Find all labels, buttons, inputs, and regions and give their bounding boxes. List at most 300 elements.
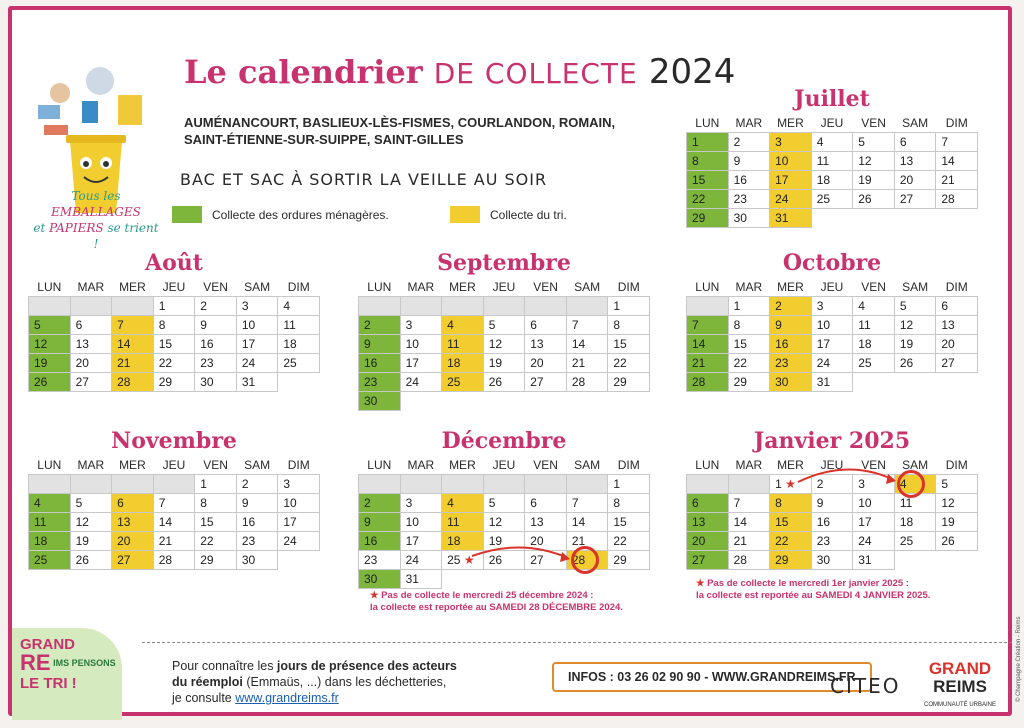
blank-cell <box>936 209 978 228</box>
week-row <box>29 475 320 494</box>
dec-28-highlight-circle <box>571 546 599 574</box>
calendar-page <box>8 6 1022 716</box>
blank-cell <box>894 551 936 570</box>
day-cell: 27 <box>525 551 567 570</box>
day-cell: 14 <box>153 513 195 532</box>
recycling-day: 4 <box>894 475 936 494</box>
weekday-header: SAM <box>902 458 929 472</box>
empty-day-cell <box>400 475 442 494</box>
weekday-header: DIM <box>617 280 640 294</box>
legend-yellow: Collecte du tri. <box>450 206 567 223</box>
credit-text: © Champagne Création - Reims <box>1016 616 1022 702</box>
day-cell: 17 <box>278 513 320 532</box>
day-cell: 7 <box>728 494 770 513</box>
month-grid <box>358 456 650 589</box>
blank-cell <box>525 570 567 589</box>
legend-green: Collecte des ordures ménagères. <box>172 206 389 223</box>
day-cell: 28 <box>728 551 770 570</box>
day-cell: 10 <box>278 494 320 513</box>
blank-cell <box>853 209 895 228</box>
recycling-day: 22 <box>770 532 812 551</box>
day-cell: 14 <box>566 513 608 532</box>
day-cell: 12 <box>894 316 936 335</box>
empty-day-cell <box>400 297 442 316</box>
day-cell: 29 <box>608 373 650 392</box>
week-row <box>359 532 650 551</box>
holiday-star-icon: ★ <box>460 553 475 567</box>
day-cell: 12 <box>70 513 112 532</box>
day-cell: 8 <box>728 316 770 335</box>
day-cell: 11 <box>853 316 895 335</box>
weekday-header: MAR <box>735 280 763 294</box>
day-cell: 10 <box>400 335 442 354</box>
day-cell: 18 <box>853 335 895 354</box>
recycling-day: 14 <box>112 335 154 354</box>
blank-cell <box>278 551 320 570</box>
day-cell: 5 <box>70 494 112 513</box>
day-cell: 25 <box>811 190 853 209</box>
blank-cell <box>525 392 567 411</box>
day-cell: 9 <box>811 494 853 513</box>
household-waste-day: 13 <box>687 513 729 532</box>
blank-cell <box>811 209 853 228</box>
day-cell: 2 <box>811 475 853 494</box>
day-cell: 3 <box>278 475 320 494</box>
recycling-day: 24 <box>770 190 812 209</box>
day-cell: 12 <box>936 494 978 513</box>
week-row <box>29 354 320 373</box>
day-cell: 27 <box>936 354 978 373</box>
household-waste-day: 21 <box>687 354 729 373</box>
household-waste-day: 28 <box>687 373 729 392</box>
weekday-header: MER <box>777 280 804 294</box>
grandreims-link[interactable]: www.grandreims.fr <box>235 691 339 705</box>
week-row <box>29 297 320 316</box>
day-cell: 19 <box>853 171 895 190</box>
week-row <box>359 494 650 513</box>
blank-cell <box>894 209 936 228</box>
recycling-day: 28 <box>112 373 154 392</box>
day-cell: 19 <box>894 335 936 354</box>
day-cell: 30 <box>728 209 770 228</box>
day-cell: 18 <box>811 171 853 190</box>
week-row <box>687 494 978 513</box>
day-cell: 9 <box>728 152 770 171</box>
day-cell: 14 <box>936 152 978 171</box>
household-waste-day: 16 <box>359 354 401 373</box>
day-cell: 21 <box>566 532 608 551</box>
weekday-header: DIM <box>617 458 640 472</box>
day-cell: 1 <box>728 297 770 316</box>
day-cell: 17 <box>853 513 895 532</box>
day-cell: 16 <box>195 335 237 354</box>
day-cell: 29 <box>608 551 650 570</box>
week-row <box>687 513 978 532</box>
week-row <box>687 551 978 570</box>
day-cell: 20 <box>525 354 567 373</box>
recycling-day: 23 <box>770 354 812 373</box>
recycling-day: 16 <box>770 335 812 354</box>
day-cell: 10 <box>236 316 278 335</box>
day-cell: 24 <box>236 354 278 373</box>
empty-day-cell <box>525 475 567 494</box>
day-cell: 29 <box>728 373 770 392</box>
weekday-header: LUN <box>37 280 62 294</box>
blank-cell <box>400 392 442 411</box>
month-grid <box>686 456 978 570</box>
day-cell: 11 <box>278 316 320 335</box>
day-cell: 13 <box>70 335 112 354</box>
empty-day-cell <box>483 475 525 494</box>
day-cell: 5 <box>483 316 525 335</box>
day-cell: 16 <box>236 513 278 532</box>
empty-day-cell <box>112 475 154 494</box>
day-cell: 12 <box>483 513 525 532</box>
day-cell: 17 <box>236 335 278 354</box>
week-row <box>359 335 650 354</box>
day-cell: 21 <box>936 171 978 190</box>
empty-day-cell <box>359 297 401 316</box>
grand-repensons-text: GRAND RE $^{IMS PENSONS}$ LE TRI ! <box>20 636 116 692</box>
recycling-day: 7 <box>112 316 154 335</box>
day-cell: 30 <box>811 551 853 570</box>
week-row <box>687 373 978 392</box>
day-cell: 13 <box>525 513 567 532</box>
day-cell: 24 <box>811 354 853 373</box>
week-row <box>29 532 320 551</box>
week-row <box>29 551 320 570</box>
weekday-header: LUN <box>37 458 62 472</box>
weekday-header: VEN <box>203 458 228 472</box>
day-cell: 20 <box>70 354 112 373</box>
week-row <box>687 297 978 316</box>
recycling-day: 18 <box>442 354 484 373</box>
day-cell: 23 <box>236 532 278 551</box>
day-cell: 6 <box>525 494 567 513</box>
day-cell: 17 <box>400 354 442 373</box>
recycling-day: 29 <box>770 551 812 570</box>
empty-day-cell <box>29 297 71 316</box>
recycling-day: 10 <box>770 152 812 171</box>
communes-list: AUMÉNANCOURT, BASLIEUX-LÈS-FISMES, COURLANDON, ROMAIN, SAINT-ÉTIENNE-SUR-SUIPPE, SAINT-GILLES <box>184 115 616 147</box>
day-cell: 2 <box>236 475 278 494</box>
weekday-header: DIM <box>945 280 968 294</box>
day-cell: 25 <box>853 354 895 373</box>
december-note: ★ Pas de collecte le mercredi 25 décembre 2024 : la collecte est reportée au SAMEDI 28 DÉCEMBRE 2024. <box>370 590 623 613</box>
month-name: Octobre <box>782 250 882 276</box>
day-cell: 5 <box>483 494 525 513</box>
weekday-header: SAM <box>902 116 929 130</box>
day-cell: 7 <box>566 316 608 335</box>
day-cell: 9 <box>195 316 237 335</box>
day-cell: 3 <box>853 475 895 494</box>
weekday-header: SAM <box>574 280 601 294</box>
household-waste-day: 14 <box>687 335 729 354</box>
week-row <box>687 190 978 209</box>
day-cell: 10 <box>811 316 853 335</box>
day-cell: 17 <box>811 335 853 354</box>
weekday-header: MAR <box>407 280 435 294</box>
month-name: Septembre <box>437 250 571 276</box>
day-cell: 3 <box>236 297 278 316</box>
blank-cell <box>442 570 484 589</box>
week-row <box>359 392 650 411</box>
day-cell: 28 <box>153 551 195 570</box>
household-waste-day: 15 <box>687 171 729 190</box>
recycling-day: 13 <box>112 513 154 532</box>
day-cell: 26 <box>483 551 525 570</box>
empty-day-cell <box>483 297 525 316</box>
week-row <box>359 475 650 494</box>
week-row <box>359 354 650 373</box>
empty-day-cell <box>70 297 112 316</box>
empty-day-cell <box>525 297 567 316</box>
month-name: Novembre <box>111 428 237 454</box>
blank-cell <box>936 551 978 570</box>
recycling-day: 30 <box>770 373 812 392</box>
day-cell: 24 <box>853 532 895 551</box>
day-cell: 22 <box>728 354 770 373</box>
weekday-header: SAM <box>574 458 601 472</box>
household-waste-day: 30 <box>359 392 401 411</box>
reemploi-info: Pour connaître les jours de présence des acteurs du réemploi (Emmaüs, ...) dans les déchetteries, je consulte www.grandreims.fr <box>172 659 457 705</box>
weekday-header: LUN <box>695 116 720 130</box>
day-cell: 25 <box>278 354 320 373</box>
day-cell: 30 <box>236 551 278 570</box>
day-cell: 24 <box>400 551 442 570</box>
month-name: Janvier 2025 <box>753 428 911 454</box>
blank-cell <box>608 392 650 411</box>
household-waste-day: 9 <box>359 335 401 354</box>
household-waste-day: 8 <box>687 152 729 171</box>
day-cell: 27 <box>894 190 936 209</box>
day-cell: 12 <box>483 335 525 354</box>
week-row <box>359 373 650 392</box>
household-waste-day: 16 <box>359 532 401 551</box>
weekday-header: MAR <box>735 458 763 472</box>
recycling-day: 4 <box>442 316 484 335</box>
day-cell: 11 <box>894 494 936 513</box>
household-waste-day: 30 <box>359 570 401 589</box>
week-row <box>687 335 978 354</box>
empty-day-cell <box>29 475 71 494</box>
day-cell: 29 <box>195 551 237 570</box>
day-cell: 20 <box>936 335 978 354</box>
week-row <box>29 373 320 392</box>
day-cell: 2 <box>195 297 237 316</box>
day-cell: 6 <box>894 133 936 152</box>
day-cell: 1 <box>608 475 650 494</box>
day-cell: 23 <box>811 532 853 551</box>
weekday-header: VEN <box>533 458 558 472</box>
recycling-day: 11 <box>442 513 484 532</box>
weekday-header: SAM <box>902 280 929 294</box>
household-waste-day: 5 <box>29 316 71 335</box>
day-cell: 7 <box>153 494 195 513</box>
blank-cell <box>278 373 320 392</box>
weekday-header: JEU <box>820 458 844 472</box>
weekday-header: DIM <box>287 458 310 472</box>
household-waste-day: 4 <box>29 494 71 513</box>
weekday-header: LUN <box>695 458 720 472</box>
day-cell: 7 <box>936 133 978 152</box>
day-cell: 5 <box>894 297 936 316</box>
recycling-day: 6 <box>112 494 154 513</box>
day-cell: 6 <box>525 316 567 335</box>
day-cell: 16 <box>728 171 770 190</box>
week-row <box>687 316 978 335</box>
day-cell: 18 <box>278 335 320 354</box>
empty-day-cell <box>442 475 484 494</box>
week-row <box>687 133 978 152</box>
household-waste-day: 18 <box>29 532 71 551</box>
day-cell: 3 <box>400 316 442 335</box>
empty-day-cell <box>112 297 154 316</box>
week-row <box>687 532 978 551</box>
day-cell: 31 <box>853 551 895 570</box>
recycling-day: 15 <box>770 513 812 532</box>
day-cell: 31 <box>811 373 853 392</box>
weekday-header: SAM <box>244 280 271 294</box>
recycling-day: 31 <box>770 209 812 228</box>
day-cell: 15 <box>728 335 770 354</box>
household-waste-day: 9 <box>359 513 401 532</box>
day-cell: 15 <box>195 513 237 532</box>
empty-day-cell <box>153 475 195 494</box>
weekday-header: JEU <box>820 116 844 130</box>
day-cell: 1 <box>195 475 237 494</box>
day-cell: 19 <box>936 513 978 532</box>
month-grid <box>686 114 978 228</box>
day-cell: 13 <box>936 316 978 335</box>
day-cell: 26 <box>483 373 525 392</box>
collection-instruction: BAC ET SAC À SORTIR LA VEILLE AU SOIR <box>180 170 548 189</box>
month-calendar-october <box>686 248 978 392</box>
january-note: ★ Pas de collecte le mercredi 1er janvier 2025 : la collecte est reportée au SAMEDI 4 JANVIER 2025. <box>696 578 931 601</box>
recycling-day: 8 <box>770 494 812 513</box>
household-waste-day: 25 <box>29 551 71 570</box>
weekday-header: LUN <box>367 458 392 472</box>
day-cell: 16 <box>811 513 853 532</box>
day-cell: 11 <box>811 152 853 171</box>
day-cell: 23 <box>359 551 401 570</box>
weekday-header: VEN <box>861 116 886 130</box>
day-cell: 19 <box>483 354 525 373</box>
week-row <box>29 316 320 335</box>
day-cell: 8 <box>608 316 650 335</box>
day-cell: 1 ★ <box>770 475 812 494</box>
citeo-logo: CITEO <box>830 674 901 698</box>
day-cell: 4 <box>278 297 320 316</box>
day-cell: 28 <box>566 373 608 392</box>
weekday-header: MER <box>777 458 804 472</box>
day-cell: 26 <box>936 532 978 551</box>
day-cell: 13 <box>894 152 936 171</box>
weekday-header: MAR <box>407 458 435 472</box>
day-cell: 12 <box>853 152 895 171</box>
day-cell: 13 <box>525 335 567 354</box>
week-row <box>29 494 320 513</box>
week-row <box>687 152 978 171</box>
household-waste-day: 1 <box>687 133 729 152</box>
week-row <box>359 551 650 570</box>
day-cell: 26 <box>853 190 895 209</box>
recycling-day: 28 <box>566 551 608 570</box>
day-cell: 7 <box>566 494 608 513</box>
day-cell: 26 <box>70 551 112 570</box>
household-waste-day: 23 <box>359 373 401 392</box>
page-title: Le calendrier DE COLLECTE 2024 <box>184 52 736 92</box>
recycling-day: 21 <box>112 354 154 373</box>
day-cell: 18 <box>894 513 936 532</box>
weekday-header: JEU <box>820 280 844 294</box>
day-cell: 31 <box>400 570 442 589</box>
empty-day-cell <box>70 475 112 494</box>
weekday-header: MAR <box>735 116 763 130</box>
day-cell: 1 <box>608 297 650 316</box>
week-row <box>359 570 650 589</box>
blank-cell <box>483 392 525 411</box>
blank-cell <box>853 373 895 392</box>
weekday-header: LUN <box>695 280 720 294</box>
empty-day-cell <box>728 475 770 494</box>
jan-4-highlight-circle <box>897 470 925 498</box>
week-row <box>359 316 650 335</box>
empty-day-cell <box>687 475 729 494</box>
week-row <box>687 171 978 190</box>
day-cell: 5 <box>936 475 978 494</box>
day-cell: 24 <box>278 532 320 551</box>
month-calendar-january-2025 <box>686 426 978 570</box>
week-row <box>687 209 978 228</box>
weekday-header: JEU <box>492 458 516 472</box>
household-waste-day: 29 <box>687 209 729 228</box>
footer-divider <box>142 642 1012 643</box>
blank-cell <box>483 570 525 589</box>
weekday-header: MER <box>119 458 146 472</box>
day-cell: 25 <box>894 532 936 551</box>
month-grid <box>686 278 978 392</box>
weekday-header: VEN <box>533 280 558 294</box>
day-cell: 22 <box>608 532 650 551</box>
day-cell: 10 <box>400 513 442 532</box>
day-cell: 21 <box>566 354 608 373</box>
blank-cell <box>936 373 978 392</box>
day-cell: 15 <box>153 335 195 354</box>
household-waste-day: 7 <box>687 316 729 335</box>
day-cell: 24 <box>400 373 442 392</box>
household-waste-day: 27 <box>687 551 729 570</box>
day-cell: 29 <box>153 373 195 392</box>
month-grid <box>28 278 320 392</box>
weekday-header: MER <box>449 280 476 294</box>
day-cell: 25 ★ <box>442 551 484 570</box>
household-waste-day: 22 <box>687 190 729 209</box>
month-calendar-september <box>358 248 650 411</box>
weekday-header: MER <box>777 116 804 130</box>
recycling-day: 9 <box>770 316 812 335</box>
recycling-day: 4 <box>442 494 484 513</box>
recycling-day: 2 <box>770 297 812 316</box>
month-calendar-november <box>28 426 320 570</box>
day-cell: 21 <box>153 532 195 551</box>
day-cell: 10 <box>853 494 895 513</box>
weekday-header: VEN <box>861 458 886 472</box>
week-row <box>29 513 320 532</box>
infos-contact-box: INFOS : 03 26 02 90 90 - WWW.GRANDREIMS.FR <box>552 662 872 692</box>
blank-cell <box>566 392 608 411</box>
blank-cell <box>442 392 484 411</box>
